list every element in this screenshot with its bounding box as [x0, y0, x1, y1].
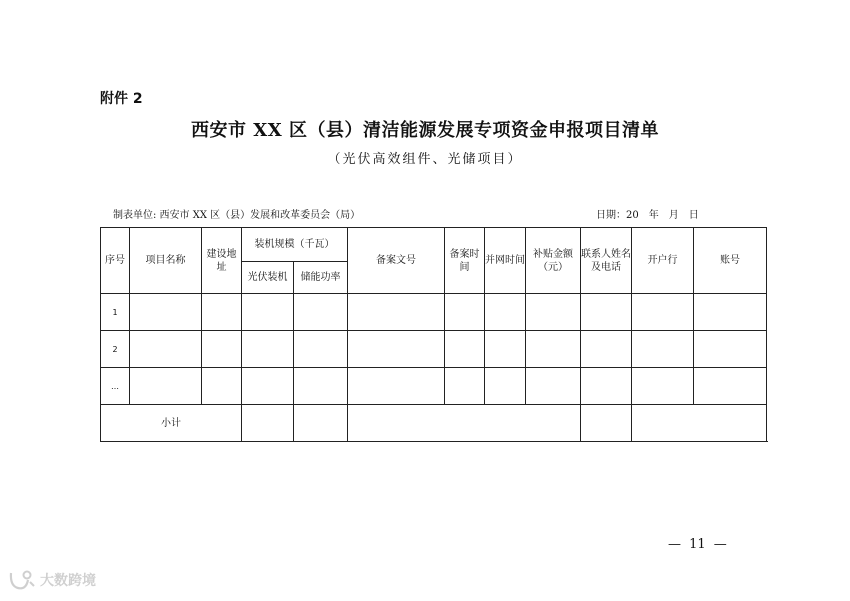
project-list-table [100, 227, 767, 442]
cell[interactable] [581, 331, 632, 368]
cell[interactable] [130, 331, 202, 368]
subtotal-subsidy-cell[interactable] [581, 405, 632, 442]
cell[interactable] [202, 331, 242, 368]
cell[interactable] [526, 331, 581, 368]
cell[interactable] [485, 294, 526, 331]
cell[interactable] [348, 294, 445, 331]
cell[interactable] [694, 331, 767, 368]
page-title: 西安市 XX 区（县）清洁能源发展专项资金申报项目清单 [191, 120, 659, 141]
header-filing-time: 备案时间 [445, 228, 485, 294]
cell[interactable] [202, 368, 242, 405]
header-project-name: 项目名称 [130, 228, 202, 294]
header-contact: 联系人姓名及电话 [581, 228, 632, 294]
cell[interactable] [348, 368, 445, 405]
header-address: 建设地址 [202, 228, 242, 294]
page-subtitle: （光伏高效组件、光储项目） [327, 152, 523, 167]
table-row [101, 294, 767, 331]
cell[interactable] [202, 294, 242, 331]
cell[interactable] [581, 368, 632, 405]
header-filing-no: 备案文号 [348, 228, 445, 294]
watermark [8, 568, 96, 592]
cell[interactable] [242, 368, 294, 405]
cell[interactable] [294, 368, 348, 405]
cell[interactable] [526, 368, 581, 405]
page-number: — 11 — [668, 537, 727, 552]
table-row [101, 368, 767, 405]
cell[interactable] [485, 368, 526, 405]
table-row [101, 331, 767, 368]
header-grid-time: 并网时间 [485, 228, 526, 294]
subtotal-storage-cell[interactable] [294, 405, 348, 442]
date-field: 日期：20 年 月 日 [596, 210, 699, 221]
subtotal-pv-cell[interactable] [242, 405, 294, 442]
subtotal-blank-cell[interactable] [348, 405, 581, 442]
cell[interactable] [632, 331, 694, 368]
cell[interactable] [242, 331, 294, 368]
row-number: 1 [101, 294, 130, 331]
subtotal-label: 小计 [101, 405, 242, 442]
cell[interactable] [130, 294, 202, 331]
header-account: 账号 [694, 228, 767, 294]
cell[interactable] [242, 294, 294, 331]
row-number: … [101, 368, 130, 405]
cell[interactable] [294, 294, 348, 331]
cell[interactable] [130, 368, 202, 405]
header-seq: 序号 [101, 228, 130, 294]
cell[interactable] [632, 368, 694, 405]
attachment-label: 附件 2 [100, 91, 143, 107]
watermark-text: 大数跨境 [40, 573, 96, 589]
cell[interactable] [694, 294, 767, 331]
cell[interactable] [632, 294, 694, 331]
cell[interactable] [445, 368, 485, 405]
header-capacity: 装机规模（千瓦） [242, 228, 348, 262]
subtotal-rest-cell[interactable] [632, 405, 767, 442]
row-number: 2 [101, 331, 130, 368]
header-subsidy: 补贴金额（元） [526, 228, 581, 294]
header-storage-power: 储能功率 [294, 262, 348, 294]
header-pv-capacity: 光伏装机 [242, 262, 294, 294]
header-bank: 开户行 [632, 228, 694, 294]
cell[interactable] [485, 331, 526, 368]
cell[interactable] [445, 331, 485, 368]
cell[interactable] [348, 331, 445, 368]
cell[interactable] [294, 331, 348, 368]
brand-logo-icon [8, 568, 36, 592]
cell[interactable] [694, 368, 767, 405]
cell[interactable] [526, 294, 581, 331]
prepared-by: 制表单位: 西安市 XX 区（县）发展和改革委员会（局） [113, 210, 361, 221]
subtotal-row [101, 405, 767, 442]
cell[interactable] [581, 294, 632, 331]
cell[interactable] [445, 294, 485, 331]
